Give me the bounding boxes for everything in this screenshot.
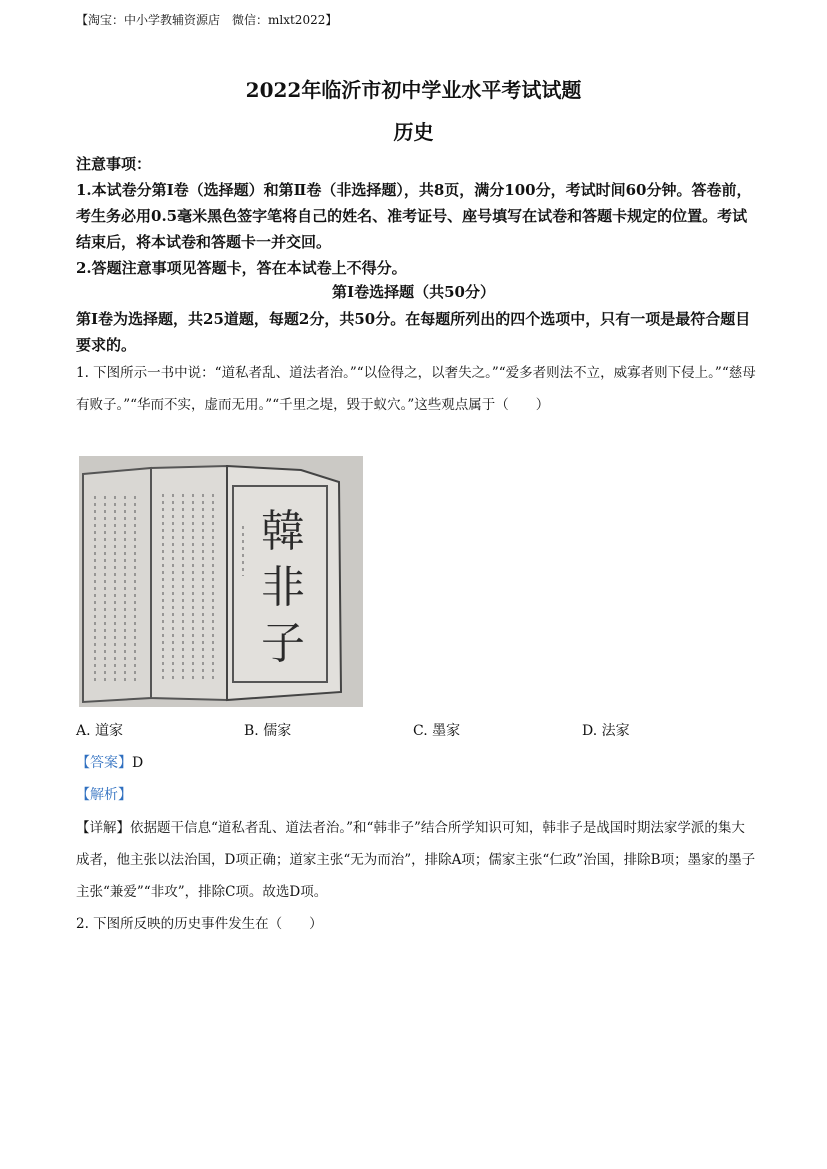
svg-text:子: 子 <box>261 618 305 669</box>
section-intro: 第Ⅰ卷为选择题，共25道题，每题2分，共50分。在每题所列出的四个选项中，只有一项是最符合题目要求的。 <box>76 310 751 354</box>
option-b: B. 儒家 <box>244 723 292 739</box>
header-note: 【淘宝：中小学教辅资源店 微信：mlxt2022】 <box>76 13 338 27</box>
answer-line <box>76 752 143 772</box>
question-1-text: 1. 下图所示一书中说：“道私者乱、道法者治。”“以俭得之，以奢失之。”“爱多者则法不立，威寡者则下侵上。”“慈母有败子。”“华而不实，虚而无用。”“千里之堤，毁于蚁穴。”这些观点属于（ ） <box>76 365 756 413</box>
question-2-text: 2. 下图所反映的历史事件发生在（ ） <box>76 916 323 932</box>
option-a: A. 道家 <box>76 723 124 739</box>
svg-text:韓: 韓 <box>261 506 305 557</box>
option-c: C. 墨家 <box>413 723 461 739</box>
page-title: 2022年临沂市初中学业水平考试试题 <box>245 78 582 102</box>
notice-heading: 注意事项： <box>76 155 152 173</box>
book-illustration <box>79 456 363 707</box>
section-heading: 第Ⅰ卷选择题（共50分） <box>332 283 495 301</box>
notice-item-2: 2.答题注意事项见答题卡，答在本试卷上不得分。 <box>76 259 407 277</box>
detail-text: 【详解】依据题干信息“道私者乱、道法者治。”和“韩非子”结合所学知识可知，韩非子是战国时期法家学派的集大成者，他主张以法治国，D项正确；道家主张“无为而治”，排除A项；儒家主张“仁政”治国，排除B项；墨家的墨子主张“兼爱”“非攻”，排除C项。故选D项。 <box>76 820 756 900</box>
answer-value: D <box>132 755 144 771</box>
notice-item-1: 1.本试卷分第Ⅰ卷（选择题）和第Ⅱ卷（非选择题），共8页，满分100分，考试时间60分钟。答卷前，考生务必用0.5毫米黑色签字笔将自己的姓名、准考证号、座号填写在试卷和答题卡规定的位置。考试结束后，将本试卷和答题卡一并交回。 <box>76 181 752 251</box>
answer-tag: 【答案】 <box>76 755 132 771</box>
option-d: D. 法家 <box>582 723 630 739</box>
svg-text:非: 非 <box>261 562 305 613</box>
book-cover-title <box>261 506 305 669</box>
analysis-tag: 【解析】 <box>76 787 132 803</box>
book-photo <box>79 456 363 707</box>
subject-title: 历史 <box>393 120 434 144</box>
